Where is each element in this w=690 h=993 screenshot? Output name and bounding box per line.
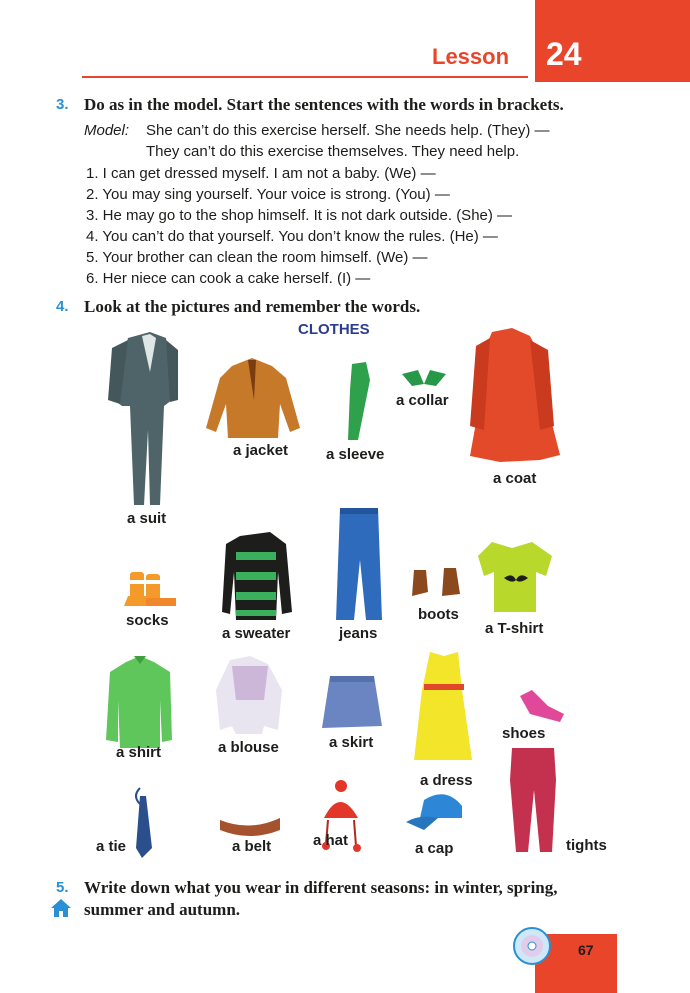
label-jeans: jeans <box>339 625 378 642</box>
label-suit: a suit <box>127 510 167 527</box>
exercise-item: 4. You can’t do that yourself. You don’t know the rules. (He) — <box>86 228 498 245</box>
exercise-5-number: 5. <box>56 879 69 896</box>
tights-illustration <box>510 748 556 852</box>
dress-illustration <box>414 652 472 760</box>
exercise-item: 1. I can get dressed myself. I am not a baby. (We) — <box>86 165 436 182</box>
jacket-illustration <box>206 358 300 438</box>
collar-illustration <box>402 370 446 386</box>
exercise-5-instruction-line-2: summer and autumn. <box>84 900 241 919</box>
label-hat: a hat <box>313 832 349 849</box>
label-shoes: shoes <box>502 725 546 742</box>
model-label: Model: <box>84 122 130 139</box>
exercise-5-instruction-line-1: Write down what you wear in different seasons: in winter, spring, <box>84 878 558 897</box>
clothes-title: CLOTHES <box>298 321 370 338</box>
exercise-4-instruction: Look at the pictures and remember the words. <box>84 297 421 316</box>
exercise-item: 3. He may go to the shop himself. It is not dark outside. (She) — <box>86 207 513 224</box>
label-skirt: a skirt <box>329 734 374 751</box>
sweater-illustration <box>222 532 292 620</box>
boots-illustration <box>412 568 460 596</box>
model-line-2: They can’t do this exercise themselves. They need help. <box>146 143 520 160</box>
home-icon <box>50 898 72 918</box>
label-tights: tights <box>566 837 607 854</box>
shoes-illustration <box>520 690 564 722</box>
label-t-shirt: a T-shirt <box>485 620 544 637</box>
suit-illustration <box>108 332 178 505</box>
exercise-item: 6. Her niece can cook a cake herself. (I) — <box>86 270 371 287</box>
label-blouse: a blouse <box>218 739 279 756</box>
shirt-illustration <box>106 656 172 748</box>
belt-illustration <box>220 818 280 836</box>
label-socks: socks <box>126 612 169 629</box>
model-line-1: She can’t do this exercise herself. She needs help. (They) — <box>146 122 550 139</box>
label-tie: a tie <box>96 838 127 855</box>
label-sweater: a sweater <box>222 625 291 642</box>
label-cap: a cap <box>415 840 454 857</box>
sleeve-illustration <box>348 362 370 440</box>
label-collar: a collar <box>396 392 449 409</box>
label-jacket: a jacket <box>233 442 289 459</box>
label-belt: a belt <box>232 838 272 855</box>
tie-illustration <box>136 788 152 858</box>
label-dress: a dress <box>420 772 473 789</box>
skirt-illustration <box>322 676 382 728</box>
exercise-3-number: 3. <box>56 96 69 113</box>
exercise-4-number: 4. <box>56 298 69 315</box>
label-coat: a coat <box>493 470 537 487</box>
page-number: 67 <box>578 942 594 958</box>
blouse-illustration <box>216 656 282 734</box>
lesson-heading: Lesson <box>432 44 510 69</box>
exercise-item: 5. Your brother can clean the room himself. (We) — <box>86 249 428 266</box>
label-boots: boots <box>418 606 459 623</box>
t-shirt-illustration <box>478 542 552 612</box>
label-sleeve: a sleeve <box>326 446 385 463</box>
socks-illustration <box>124 572 176 606</box>
jeans-illustration <box>336 508 382 620</box>
cd-icon <box>512 926 552 966</box>
label-shirt: a shirt <box>116 744 162 761</box>
exercise-3-instruction: Do as in the model. Start the sentences with the words in brackets. <box>84 95 564 114</box>
exercise-item: 2. You may sing yourself. Your voice is strong. (You) — <box>86 186 450 203</box>
coat-illustration <box>470 328 560 462</box>
cap-illustration <box>406 794 462 830</box>
lesson-number: 24 <box>546 36 582 72</box>
